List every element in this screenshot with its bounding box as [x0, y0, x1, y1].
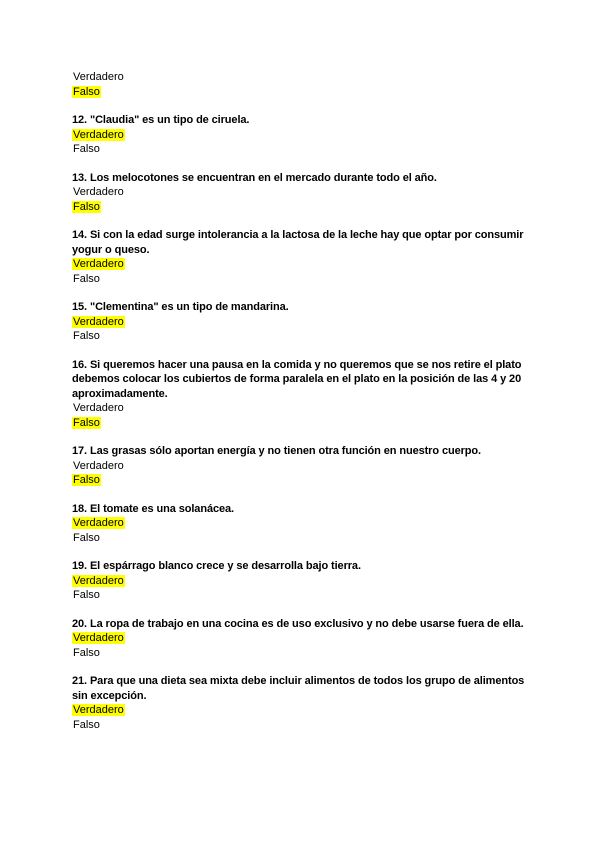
option-verdadero: [72, 631, 540, 646]
option-label: Falso: [73, 416, 100, 429]
option-verdadero: [72, 516, 540, 531]
option-falso: [72, 416, 540, 431]
question-block: [72, 559, 540, 603]
option-verdadero: [72, 401, 540, 416]
option-label: Verdadero: [73, 258, 124, 270]
question-11-continuation: [72, 70, 540, 99]
option-label: Falso: [73, 646, 100, 659]
option-verdadero: [72, 128, 540, 143]
option-falso: [72, 473, 540, 488]
question-block: [72, 617, 540, 661]
question-block: [72, 444, 540, 488]
option-falso: [72, 588, 540, 603]
option-label: Verdadero: [73, 632, 124, 644]
option-label: Verdadero: [73, 459, 124, 472]
option-falso: [72, 718, 540, 733]
option-label: Falso: [73, 272, 100, 285]
option-label: Verdadero: [73, 315, 124, 328]
option-falso: Falso: [73, 85, 100, 98]
question-text: 16. Si queremos hacer una pausa en la comida y no queremos que se nos retire el plato debemos colocar los cubiertos de forma paralela en el plato en la posición de las 4 y 20 aproximadamente.: [72, 358, 522, 400]
option-verdadero: [72, 185, 540, 200]
question-block: [72, 228, 540, 286]
option-label: Verdadero: [73, 517, 124, 529]
option-label: Falso: [73, 330, 100, 342]
option-label: Verdadero: [73, 128, 124, 141]
option-label: Falso: [73, 718, 100, 731]
option-label: Falso: [73, 474, 100, 486]
question-text: 21. Para que una dieta sea mixta debe incluir alimentos de todos los grupo de alimentos sin excepción.: [72, 675, 525, 702]
question-block: [72, 171, 540, 215]
option-label: Verdadero: [73, 402, 124, 414]
question-block: [72, 502, 540, 546]
option-label: Verdadero: [73, 574, 124, 587]
question-block: [72, 674, 540, 732]
option-verdadero: [72, 703, 540, 718]
question-text: 14. Si con la edad surge intolerancia a la lactosa de la leche hay que optar por consumir yogur o queso.: [72, 229, 524, 256]
option-verdadero: [72, 574, 540, 589]
option-verdadero: Verdadero: [73, 71, 124, 83]
option-label: Falso: [73, 143, 100, 155]
option-falso: [72, 200, 540, 215]
option-falso: [72, 142, 540, 157]
option-falso: [72, 272, 540, 287]
question-text: 17. Las grasas sólo aportan energía y no tienen otra función en nuestro cuerpo.: [72, 445, 481, 457]
option-label: Falso: [73, 531, 100, 544]
question-block: [72, 358, 540, 431]
question-text: 12. "Claudia" es un tipo de ciruela.: [72, 114, 250, 126]
option-verdadero: [72, 459, 540, 474]
option-verdadero: [72, 257, 540, 272]
question-list: [72, 113, 540, 732]
question-text: 20. La ropa de trabajo en una cocina es de uso exclusivo y no debe usarse fuera de ella.: [72, 617, 524, 630]
option-falso: [72, 329, 540, 344]
question-text: 15. "Clementina" es un tipo de mandarina.: [72, 301, 289, 313]
question-text: 18. El tomate es una solanácea.: [72, 502, 234, 515]
question-block: [72, 300, 540, 344]
option-label: Verdadero: [73, 704, 124, 716]
option-falso: [72, 531, 540, 546]
option-verdadero: [72, 315, 540, 330]
question-text: 13. Los melocotones se encuentran en el mercado durante todo el año.: [72, 171, 437, 184]
question-block: [72, 113, 540, 157]
question-text: 19. El espárrago blanco crece y se desarrolla bajo tierra.: [72, 560, 361, 572]
option-label: Falso: [73, 200, 100, 213]
option-falso: [72, 646, 540, 661]
option-label: Verdadero: [73, 186, 124, 198]
option-label: Falso: [73, 589, 100, 601]
